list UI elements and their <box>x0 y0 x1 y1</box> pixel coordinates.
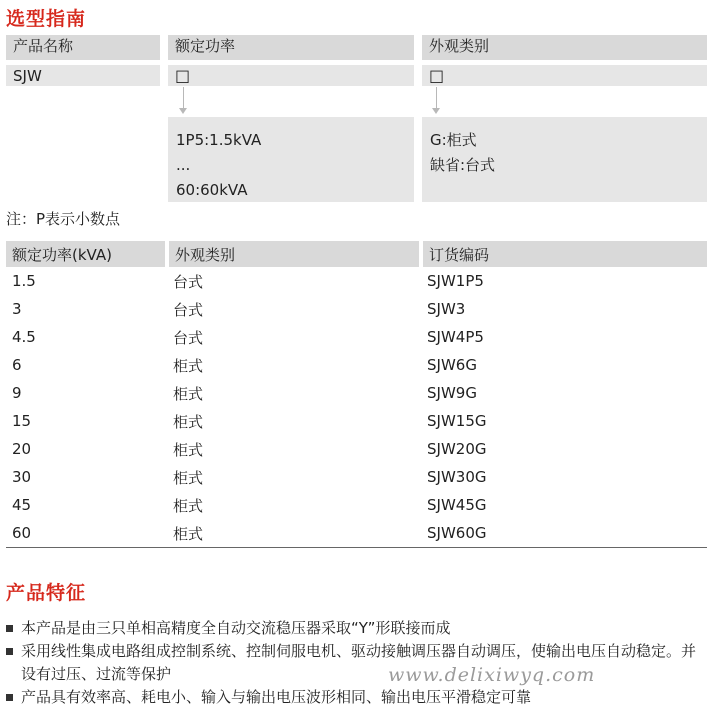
appearance-options-panel <box>422 117 707 202</box>
feature-item: 产品具有效率高、耗电小、输入与输出电压波形相同、输出电压平滑稳定可靠 <box>6 686 708 709</box>
appearance-cell: 柜式 <box>173 412 204 431</box>
decimal-note: 注：P表示小数点 <box>6 210 121 228</box>
square-bullet-icon <box>6 694 13 701</box>
order-code-cell: SJW6G <box>427 356 477 374</box>
order-code-cell: SJW4P5 <box>427 328 484 346</box>
col-header-power: 额定功率(kVA) <box>6 241 167 267</box>
feature-item: 本产品是由三只单相高精度全自动交流稳压器采取“Y”形联接而成 <box>6 617 708 640</box>
power-option: ... <box>176 156 191 174</box>
square-bullet-icon <box>6 648 13 655</box>
appearance-cell: 柜式 <box>173 356 204 375</box>
table-row <box>6 295 707 323</box>
feature-item: 采用线性集成电路组成控制系统、控制伺服电机、驱动接触调压器自动调压，使输出电压自动稳定。并设有过压、过流等保护 <box>6 640 708 686</box>
table-row <box>6 267 707 295</box>
order-code-cell: SJW30G <box>427 468 487 486</box>
table-row <box>6 407 707 435</box>
order-code-cell: SJW15G <box>427 412 487 430</box>
spec-table-header <box>6 241 707 267</box>
table-row <box>6 379 707 407</box>
power-cell: 9 <box>12 384 22 402</box>
appearance-cell: 台式 <box>173 300 204 319</box>
power-option: 1P5:1.5kVA <box>176 131 262 149</box>
header-product-name: 产品名称 <box>6 35 160 60</box>
appearance-cell: 柜式 <box>173 496 204 515</box>
appearance-connector-line <box>436 87 437 110</box>
order-code-cell: SJW3 <box>427 300 466 318</box>
power-options-panel <box>168 117 414 202</box>
power-cell: 1.5 <box>12 272 36 290</box>
appearance-cell: 台式 <box>173 328 204 347</box>
header-rated-power: 额定功率 <box>168 35 414 60</box>
appearance-cell: 台式 <box>173 272 204 291</box>
appearance-cell: 柜式 <box>173 468 204 487</box>
table-row <box>6 463 707 491</box>
appearance-cell: 柜式 <box>167 519 421 548</box>
power-placeholder-box: □ <box>168 65 414 86</box>
spec-table <box>6 241 707 548</box>
power-arrow-icon <box>179 108 187 114</box>
order-code-cell: SJW9G <box>427 384 477 402</box>
order-code-cell: SJW20G <box>427 440 487 458</box>
features-list <box>6 617 708 709</box>
order-code-cell: SJW60G <box>421 519 707 548</box>
header-appearance: 外观类别 <box>422 35 707 60</box>
features-title: 产品特征 <box>6 582 87 604</box>
appearance-cell: 柜式 <box>173 440 204 459</box>
order-code-cell: SJW45G <box>427 496 487 514</box>
table-row <box>6 351 707 379</box>
table-row <box>6 323 707 351</box>
selection-guide-title: 选型指南 <box>6 8 87 30</box>
square-bullet-icon <box>6 625 13 632</box>
appearance-option: G:柜式 <box>430 131 477 149</box>
table-row <box>6 435 707 463</box>
power-option: 60:60kVA <box>176 181 248 199</box>
power-connector-line <box>183 87 184 110</box>
table-row <box>6 519 707 548</box>
appearance-option: 缺省:台式 <box>430 156 496 174</box>
power-cell: 30 <box>12 468 32 486</box>
product-name-value: SJW <box>6 65 160 86</box>
power-cell: 6 <box>12 356 22 374</box>
appearance-cell: 柜式 <box>173 384 204 403</box>
appearance-placeholder-box: □ <box>422 65 707 86</box>
power-cell: 15 <box>12 412 32 430</box>
col-header-appearance: 外观类别 <box>167 241 421 267</box>
power-cell: 45 <box>12 496 32 514</box>
power-cell: 20 <box>12 440 32 458</box>
order-code-cell: SJW1P5 <box>427 272 484 290</box>
power-cell: 4.5 <box>12 328 36 346</box>
col-header-order-code: 订货编码 <box>421 241 707 267</box>
power-cell: 60 <box>6 519 167 548</box>
appearance-arrow-icon <box>432 108 440 114</box>
watermark-text: www.delixiwyq.com <box>388 664 596 686</box>
table-row <box>6 491 707 519</box>
power-cell: 3 <box>12 300 22 318</box>
